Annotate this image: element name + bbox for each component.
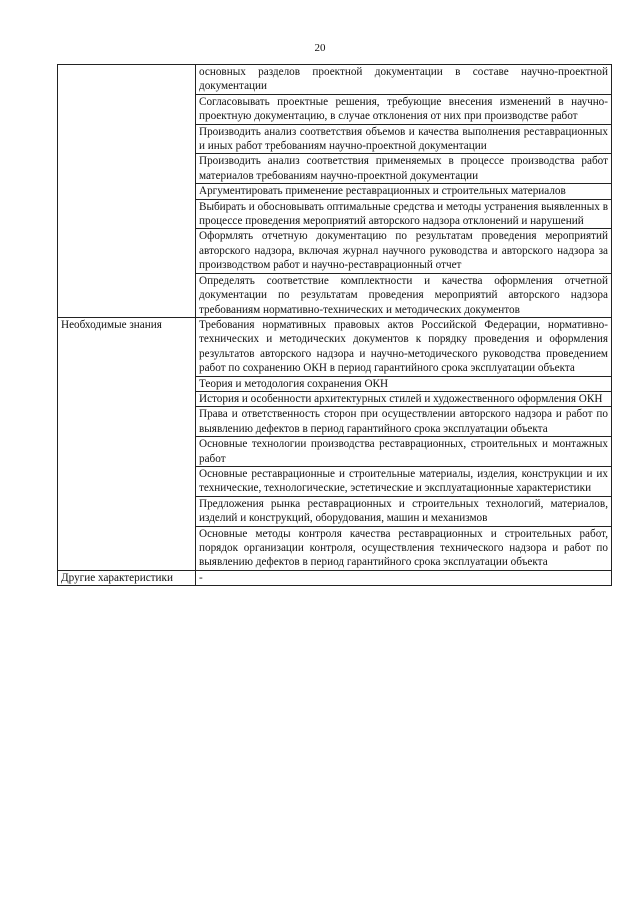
row-value: Основные реставрационные и строительные материалы, изделия, конструкции и их технические, технологические, эстетические и эксплуатационные характеристики — [196, 466, 612, 496]
competency-table — [57, 64, 612, 586]
row-value: Аргументировать применение реставрационных и строительных материалов — [196, 184, 612, 199]
row-label-other-characteristics: Другие характеристики — [58, 570, 196, 585]
table-row — [58, 65, 612, 95]
row-value: Теория и методология сохранения ОКН — [196, 376, 612, 391]
row-value: Определять соответствие комплектности и качества оформления отчетной документации по результатам проведения мероприятий авторского надзора требованиям нормативно-технических и методических документов — [196, 273, 612, 317]
row-value: Согласовывать проектные решения, требующие внесения изменений в научно-проектную документацию, в случае отклонения от них при производстве работ — [196, 94, 612, 124]
row-value: основных разделов проектной документации в составе научно-проектной документации — [196, 65, 612, 95]
row-label-skills-continued — [58, 65, 196, 318]
row-value: Основные методы контроля качества реставрационных и строительных работ, порядок организации контроля, осуществления технического надзора и работ по выявлению дефектов в период гарантийного срока эксплуатации объекта — [196, 526, 612, 570]
row-label-required-knowledge: Необходимые знания — [58, 317, 196, 570]
row-value: Производить анализ соответствия применяемых в процессе производства работ материалов требованиям научно-проектной документации — [196, 154, 612, 184]
row-value: Основные технологии производства реставрационных, строительных и монтажных работ — [196, 437, 612, 467]
row-value: - — [196, 570, 612, 585]
row-value: Выбирать и обосновывать оптимальные средства и методы устранения выявленных в процессе проведения мероприятий авторского надзора отклонений и нарушений — [196, 199, 612, 229]
table-row — [58, 317, 612, 376]
table-row — [58, 570, 612, 585]
row-value: Производить анализ соответствия объемов и качества выполнения реставрационных и иных работ требованиям научно-проектной документации — [196, 124, 612, 154]
row-value: Предложения рынка реставрационных и строительных технологий, материалов, изделий и конструкций, оборудования, машин и механизмов — [196, 496, 612, 526]
row-value: История и особенности архитектурных стилей и художественного оформления ОКН — [196, 391, 612, 406]
row-value: Права и ответственность сторон при осуществлении авторского надзора и работ по выявлению дефектов в период гарантийного срока эксплуатации объекта — [196, 407, 612, 437]
row-value: Оформлять отчетную документацию по результатам проведения мероприятий авторского надзора, включая журнал научного руководства и авторского надзора за производством работ и научно-реставрационный отчет — [196, 229, 612, 273]
page-number: 20 — [314, 42, 326, 54]
row-value: Требования нормативных правовых актов Российской Федерации, нормативно-технических и методических документов к порядку проведения и оформления результатов авторского надзора и научно-методического руководства проведением работ по сохранению ОКН в период гарантийного срока эксплуатации объекта — [196, 317, 612, 376]
